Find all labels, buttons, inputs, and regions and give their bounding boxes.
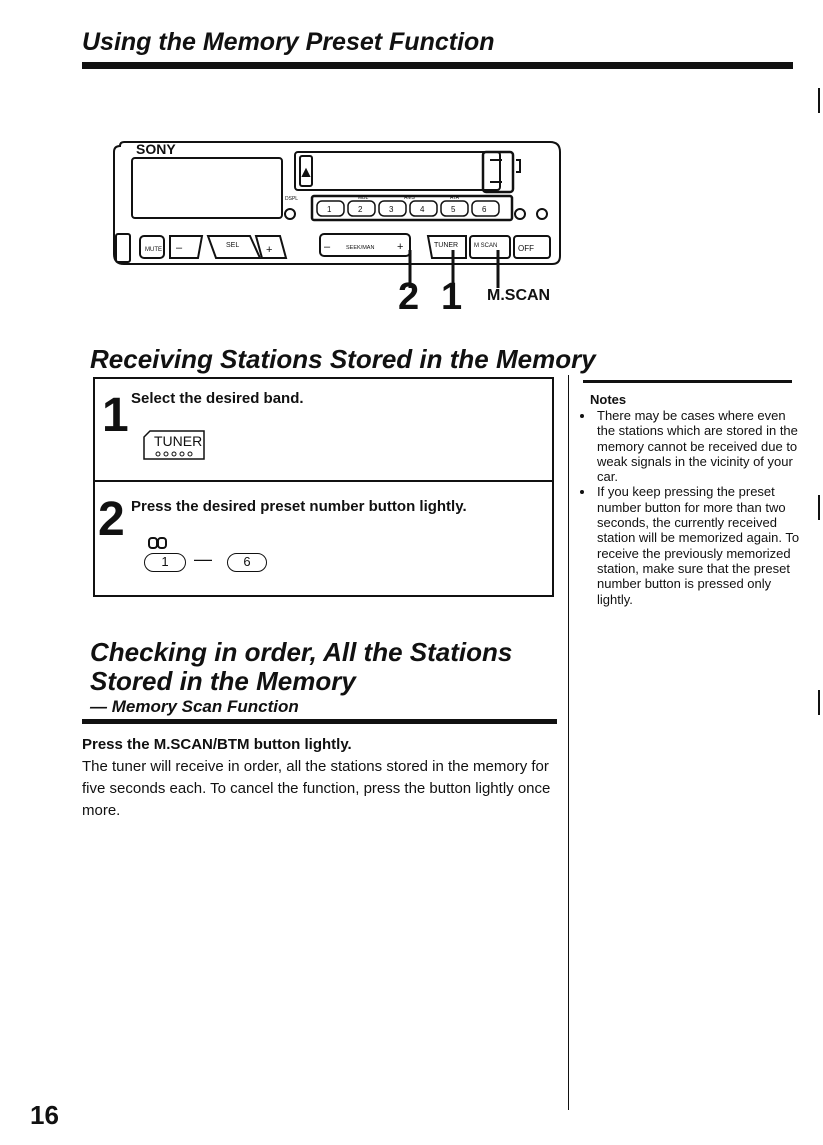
sel-key-label: SEL [226, 242, 240, 249]
page-number: 16 [30, 1100, 59, 1130]
note-item: • If you keep pressing the preset number button for more than two seconds, the currently received station will be memorized again. To receive the previously memorized station, make sure that the preset number button is pressed only lightly. [595, 484, 805, 606]
seek-minus-label: – [324, 241, 331, 253]
section-heading-checking-2: Stored in the Memory [90, 666, 356, 696]
notes-title: Notes [590, 392, 627, 407]
section-heading-checking-1: Checking in order, All the Stations [90, 637, 513, 667]
note-item: • There may be cases where even the stations which are stored in the memory cannot be received due to weak signals in the vicinity of your car. [595, 408, 805, 484]
callout-step-1: 1 [441, 276, 463, 318]
preset-5-label: 5 [451, 205, 456, 214]
preset-1-label: 1 [327, 205, 332, 214]
section-heading-receiving: Receiving Stations Stored in the Memory [90, 344, 596, 374]
column-divider [568, 375, 569, 1110]
seek-plus-label: + [397, 241, 404, 253]
brand-logo: SONY [136, 141, 176, 157]
tuner-key-label: TUNER [434, 242, 459, 249]
disc-icon [148, 537, 168, 549]
margin-tick [818, 88, 820, 113]
notes-list [583, 408, 805, 607]
preset-4-label: 4 [420, 205, 425, 214]
preset-1-key: 1 [144, 553, 186, 572]
preset-3-label: 3 [389, 205, 394, 214]
instruction-text: Press the M.SCAN/BTM button lightly. [82, 736, 352, 753]
page-title: Using the Memory Preset Function [82, 28, 495, 56]
seek-key-label: SEEK/MAN [346, 245, 375, 251]
step-1-text: Select the desired band. [131, 390, 304, 407]
tuner-key-text: TUNER [154, 433, 203, 449]
preset-6-key: 6 [227, 553, 267, 572]
minus-key-label: – [176, 242, 183, 254]
plus-key-label: + [266, 244, 273, 256]
dsp-label: DSPL [285, 196, 299, 202]
ams-label: AMS [404, 195, 415, 201]
ata-label: ATA [450, 195, 459, 201]
memory-scan-subheading: — Memory Scan Function [90, 697, 299, 716]
margin-tick [818, 495, 820, 520]
mute-key-label: MUTE [145, 247, 162, 253]
step-2-text: Press the desired preset number button lightly. [131, 498, 467, 515]
range-dash: — [194, 549, 212, 569]
mscan-key-label: M SCAN [474, 243, 498, 249]
mbl-label: MBL [358, 195, 369, 201]
preset-6-label: 6 [482, 205, 487, 214]
tuner-key-graphic [142, 429, 206, 461]
car-stereo-illustration [110, 138, 565, 298]
body-text: The tuner will receive in order, all the stations stored in the memory for five seconds each. To cancel the function, press the button lightly once more. [82, 758, 551, 819]
section-rule [82, 719, 557, 724]
notes-rule [583, 380, 792, 383]
title-rule [82, 62, 793, 69]
step-2-number: 2 [98, 493, 125, 546]
preset-2-label: 2 [358, 205, 363, 214]
step-divider [93, 480, 554, 482]
margin-tick [818, 690, 820, 715]
callout-step-2: 2 [398, 276, 420, 318]
step-1-number: 1 [102, 389, 129, 442]
off-key-label: OFF [518, 244, 534, 253]
callout-mscan: M.SCAN [487, 287, 551, 304]
